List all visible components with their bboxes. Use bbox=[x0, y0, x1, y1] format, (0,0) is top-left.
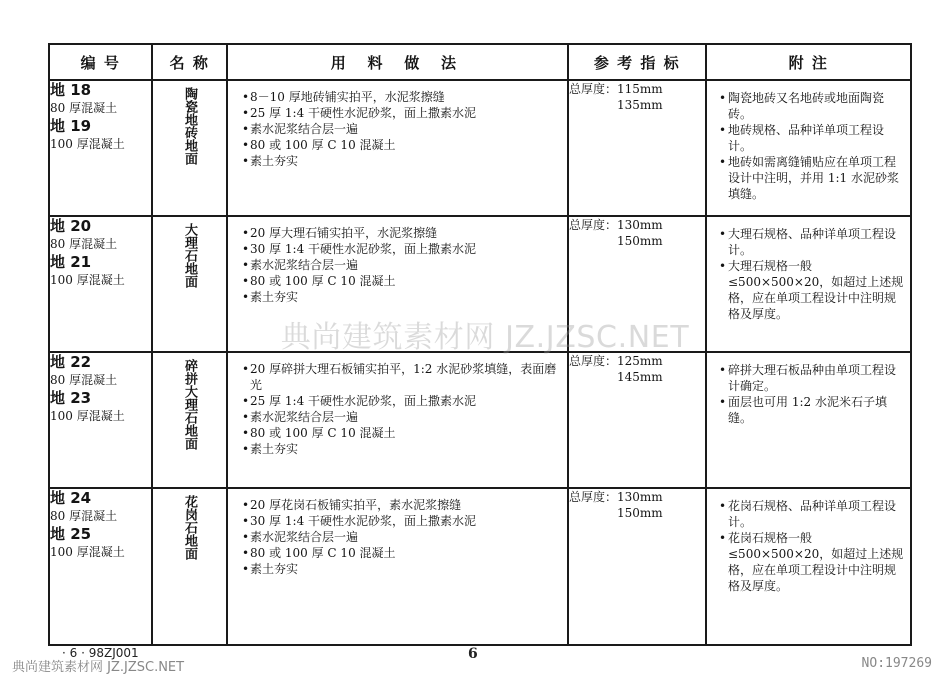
header-name: 名 称 bbox=[152, 44, 227, 80]
note-item: • 面层也可用 1:2 水泥米石子填缝。 bbox=[719, 394, 904, 426]
name-cell bbox=[152, 488, 227, 645]
method-item: • 素水泥浆结合层一遍 bbox=[242, 257, 559, 273]
code-primary-desc: 80 厚混凝土 bbox=[50, 101, 118, 115]
reference-cell bbox=[568, 488, 706, 645]
floor-name: 碎拼大理石地面 bbox=[182, 359, 197, 450]
code-primary: 地 18 bbox=[50, 81, 92, 99]
floor-name: 大理石地面 bbox=[182, 223, 197, 288]
watermark-center: 典尚建筑素材网 JZ.JZSC.NET bbox=[280, 320, 690, 355]
code-secondary-desc: 100 厚混凝土 bbox=[50, 545, 125, 559]
method-item: • 素水泥浆结合层一遍 bbox=[242, 529, 559, 545]
notes-cell bbox=[706, 80, 911, 216]
reference-alt-thickness: 145mm bbox=[617, 370, 663, 384]
code-primary: 地 24 bbox=[50, 489, 92, 507]
method-item: • 30 厚 1:4 干硬性水泥砂浆，面上撒素水泥 bbox=[242, 513, 559, 529]
reference-total-thickness: 总厚度：130mm bbox=[569, 218, 663, 232]
reference-cell bbox=[568, 216, 706, 352]
code-secondary-desc: 100 厚混凝土 bbox=[50, 409, 125, 423]
table-row bbox=[49, 216, 911, 352]
method-item: • 素土夯实 bbox=[242, 441, 559, 457]
reference-total-thickness: 总厚度：125mm bbox=[569, 354, 663, 368]
method-item: • 80 或 100 厚 C 10 混凝土 bbox=[242, 425, 559, 441]
name-cell bbox=[152, 352, 227, 488]
note-item: • 大理石规格一般≤500×500×20，如超过上述规格，应在单项工程设计中注明规格及厚度。 bbox=[719, 258, 904, 322]
reference-total-thickness: 总厚度：130mm bbox=[569, 490, 663, 504]
footer-page-number: 6 bbox=[468, 646, 478, 662]
code-secondary-desc: 100 厚混凝土 bbox=[50, 137, 125, 151]
method-list bbox=[228, 353, 567, 457]
code-secondary: 地 19 bbox=[50, 117, 92, 135]
notes-list bbox=[707, 81, 910, 202]
code-primary-desc: 80 厚混凝土 bbox=[50, 237, 118, 251]
table-row bbox=[49, 352, 911, 488]
method-cell bbox=[227, 352, 568, 488]
method-item: • 25 厚 1:4 干硬性水泥砂浆，面上撒素水泥 bbox=[242, 105, 559, 121]
watermark-bottom-right: NO:197269 bbox=[861, 656, 932, 671]
method-list bbox=[228, 81, 567, 169]
floor-spec-table bbox=[48, 43, 912, 646]
method-item: • 素土夯实 bbox=[242, 289, 559, 305]
code-cell bbox=[49, 80, 152, 216]
header-notes: 附 注 bbox=[706, 44, 911, 80]
method-item: • 80 或 100 厚 C 10 混凝土 bbox=[242, 137, 559, 153]
method-item: • 素水泥浆结合层一遍 bbox=[242, 121, 559, 137]
method-item: • 80 或 100 厚 C 10 混凝土 bbox=[242, 545, 559, 561]
method-item: • 80 或 100 厚 C 10 混凝土 bbox=[242, 273, 559, 289]
method-item: • 30 厚 1:4 干硬性水泥砂浆，面上撒素水泥 bbox=[242, 241, 559, 257]
notes-cell bbox=[706, 216, 911, 352]
method-item: • 25 厚 1:4 干硬性水泥砂浆，面上撒素水泥 bbox=[242, 393, 559, 409]
reference-alt-thickness: 150mm bbox=[617, 234, 663, 248]
reference-alt-thickness: 135mm bbox=[617, 98, 663, 112]
table-row bbox=[49, 488, 911, 645]
method-item: • 20 厚大理石铺实拍平，水泥浆擦缝 bbox=[242, 225, 559, 241]
note-item: • 花岗石规格、品种详单项工程设计。 bbox=[719, 498, 904, 530]
code-primary-desc: 80 厚混凝土 bbox=[50, 373, 118, 387]
method-item: • 素土夯实 bbox=[242, 561, 559, 577]
method-list bbox=[228, 217, 567, 305]
method-cell bbox=[227, 216, 568, 352]
floor-name: 花岗石地面 bbox=[182, 495, 197, 560]
name-cell bbox=[152, 216, 227, 352]
method-cell bbox=[227, 80, 568, 216]
reference-alt-thickness: 150mm bbox=[617, 506, 663, 520]
reference-cell bbox=[568, 80, 706, 216]
method-item: • 20 厚碎拼大理石板铺实拍平，1:2 水泥砂浆填缝，表面磨光 bbox=[242, 361, 559, 393]
note-item: • 陶瓷地砖又名地砖或地面陶瓷砖。 bbox=[719, 90, 904, 122]
method-item: • 素土夯实 bbox=[242, 153, 559, 169]
method-cell bbox=[227, 488, 568, 645]
notes-list bbox=[707, 217, 910, 322]
note-item: • 地砖规格、品种详单项工程设计。 bbox=[719, 122, 904, 154]
method-list bbox=[228, 489, 567, 577]
note-item: • 花岗石规格一般≤500×500×20，如超过上述规格，应在单项工程设计中注明规格及厚度。 bbox=[719, 530, 904, 594]
code-cell bbox=[49, 216, 152, 352]
note-item: • 碎拼大理石板品种由单项工程设计确定。 bbox=[719, 362, 904, 394]
method-item: • 20 厚花岗石板铺实拍平，素水泥浆擦缝 bbox=[242, 497, 559, 513]
watermark-bottom-left: 典尚建筑素材网 JZ.JZSC.NET bbox=[12, 660, 185, 675]
notes-cell bbox=[706, 352, 911, 488]
code-secondary-desc: 100 厚混凝土 bbox=[50, 273, 125, 287]
code-primary: 地 20 bbox=[50, 217, 92, 235]
header-reference: 参 考 指 标 bbox=[568, 44, 706, 80]
header-code: 编 号 bbox=[49, 44, 152, 80]
code-secondary: 地 25 bbox=[50, 525, 92, 543]
code-primary: 地 22 bbox=[50, 353, 92, 371]
method-item: • 素水泥浆结合层一遍 bbox=[242, 409, 559, 425]
note-item: • 大理石规格、品种详单项工程设计。 bbox=[719, 226, 904, 258]
reference-total-thickness: 总厚度：115mm bbox=[569, 82, 663, 96]
table-header-row bbox=[49, 44, 911, 80]
reference-cell bbox=[568, 352, 706, 488]
code-primary-desc: 80 厚混凝土 bbox=[50, 509, 118, 523]
notes-list bbox=[707, 353, 910, 426]
floor-name: 陶瓷地砖地面 bbox=[182, 87, 197, 165]
code-secondary: 地 21 bbox=[50, 253, 92, 271]
footer-page-code: · 6 · 98ZJ001 bbox=[62, 646, 139, 660]
header-method: 用 料 做 法 bbox=[227, 44, 568, 80]
method-item: • 8－10 厚地砖铺实拍平，水泥浆擦缝 bbox=[242, 89, 559, 105]
name-cell bbox=[152, 80, 227, 216]
note-item: • 地砖如需离缝铺贴应在单项工程设计中注明，并用 1:1 水泥砂浆填缝。 bbox=[719, 154, 904, 202]
code-cell bbox=[49, 352, 152, 488]
code-secondary: 地 23 bbox=[50, 389, 92, 407]
code-cell bbox=[49, 488, 152, 645]
table-row bbox=[49, 80, 911, 216]
notes-list bbox=[707, 489, 910, 594]
notes-cell bbox=[706, 488, 911, 645]
